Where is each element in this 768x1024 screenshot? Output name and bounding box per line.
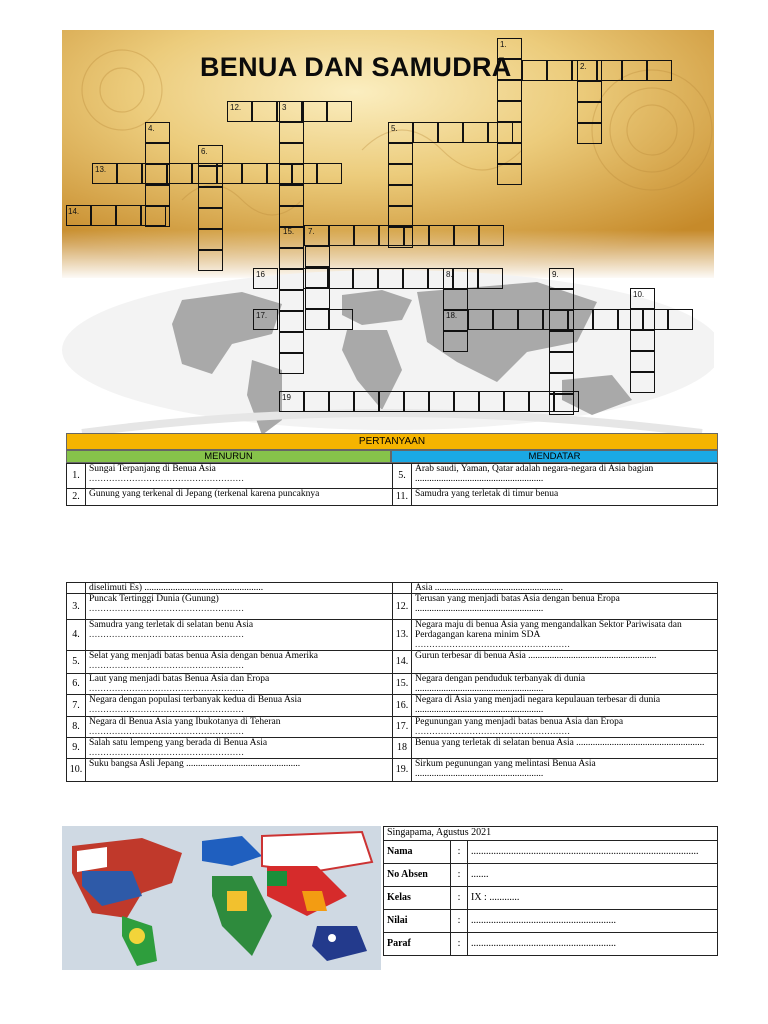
crossword-cell[interactable] [497, 101, 522, 122]
crossword-cell[interactable] [549, 289, 574, 310]
crossword-cell[interactable] [488, 122, 513, 143]
menurun-number: 4. [67, 620, 86, 651]
menurun-question: Negara di Benua Asia yang Ibukotanya di Teheran ...................................................... [86, 717, 393, 738]
crossword-cell[interactable] [630, 330, 655, 351]
crossword-cell[interactable] [279, 311, 304, 332]
clue-number: 10. [633, 290, 645, 299]
clue-number: 19 [282, 393, 291, 402]
menurun-number: 8. [67, 717, 86, 738]
table-row [67, 583, 718, 594]
crossword-cell[interactable] [497, 143, 522, 164]
mendatar-number: 16. [393, 695, 412, 717]
mendatar-question: Terusan yang menjadi batas Asia dengan benua Eropa ...................................................... [412, 594, 718, 620]
field-value[interactable]: IX : ............ [468, 887, 718, 910]
table-row [67, 651, 718, 674]
clue-number: 8. [446, 270, 453, 279]
crossword-cell[interactable] [388, 143, 413, 164]
crossword-cell[interactable] [549, 331, 574, 352]
crossword-cell[interactable] [568, 309, 593, 330]
clue-number: 14. [68, 207, 80, 216]
mendatar-question: Sirkum pegunungan yang melintasi Benua Asia ...................................................... [412, 759, 718, 782]
crossword-cell[interactable] [141, 205, 166, 226]
mendatar-question: Negara di Asia yang menjadi negara kepulauan terbesar di dunia ...................................................... [412, 695, 718, 717]
menurun-question: Sungai Terpanjang di Benua Asia ...................................................... [86, 464, 393, 489]
field-label: No Absen [384, 864, 451, 887]
table-row [67, 464, 718, 489]
menurun-number: 5. [67, 651, 86, 674]
table-row [67, 674, 718, 695]
mendatar-question: Pegunungan yang menjadi batas benua Asia dan Eropa ...................................................... [412, 717, 718, 738]
crossword-cell[interactable] [618, 309, 643, 330]
crossword-cell[interactable] [353, 268, 378, 289]
mendatar-question: Negara dengan penduduk terbanyak di dunia ...................................................... [412, 674, 718, 695]
crossword-cell[interactable] [388, 164, 413, 185]
mendatar-number: 11. [393, 489, 412, 506]
crossword-cell[interactable] [329, 225, 354, 246]
crossword-cell[interactable] [354, 225, 379, 246]
crossword-cell[interactable] [117, 163, 142, 184]
clue-number: 13. [95, 165, 107, 174]
crossword-cell[interactable] [529, 391, 554, 412]
crossword-cell[interactable] [577, 81, 602, 102]
table-row [67, 594, 718, 620]
crossword-cell[interactable] [468, 309, 493, 330]
menurun-question: diselimuti Es) .................................................. [86, 583, 393, 594]
crossword-cell[interactable] [478, 268, 503, 289]
crossword-cell[interactable] [198, 250, 223, 271]
menurun-question: Negara dengan populasi terbanyak kedua di Benua Asia ...................................................... [86, 695, 393, 717]
crossword-cell[interactable] [577, 123, 602, 144]
mendatar-question: Benua yang terletak di selatan benua Asia ...................................................... [412, 738, 718, 759]
crossword-cell[interactable] [198, 187, 223, 208]
crossword-cell[interactable] [413, 122, 438, 143]
field-value[interactable]: .......................................................... [468, 933, 718, 956]
menurun-header: MENURUN [66, 450, 391, 463]
clue-number: 3 [282, 103, 287, 112]
table-row [67, 489, 718, 506]
crossword-cell[interactable] [429, 391, 454, 412]
mendatar-number: 15. [393, 674, 412, 695]
crossword-cell[interactable] [167, 163, 192, 184]
crossword-cell[interactable] [192, 163, 217, 184]
crossword-cell[interactable] [429, 225, 454, 246]
crossword-cell[interactable] [454, 225, 479, 246]
place-date: Singapama, Agustus 2021 [384, 827, 718, 841]
table-row [67, 620, 718, 651]
field-value[interactable]: ........................................................................................... [468, 841, 718, 864]
crossword-cell[interactable] [518, 309, 543, 330]
crossword-cell[interactable] [630, 372, 655, 393]
menurun-number: 3. [67, 594, 86, 620]
crossword-cell[interactable] [279, 353, 304, 374]
menurun-question: Suku bangsa Asli Jepang ................................................ [86, 759, 393, 782]
mendatar-number: 14. [393, 651, 412, 674]
crossword-cell[interactable] [577, 102, 602, 123]
menurun-number: 7. [67, 695, 86, 717]
crossword-cell[interactable] [593, 309, 618, 330]
clue-number: 7. [308, 227, 315, 236]
field-separator: : [451, 910, 468, 933]
menurun-question: Salah satu lempeng yang berada di Benua Asia ...................................................... [86, 738, 393, 759]
crossword-cell[interactable] [463, 122, 488, 143]
mendatar-number: 5. [393, 464, 412, 489]
crossword-cell[interactable] [443, 289, 468, 310]
crossword-cell[interactable] [543, 309, 568, 330]
table-row [384, 933, 718, 956]
crossword-cell[interactable] [252, 101, 277, 122]
crossword-cell[interactable] [198, 208, 223, 229]
mendatar-question: Arab saudi, Yaman, Qatar adalah negara-negara di Asia bagian ...................................................... [412, 464, 718, 489]
field-value[interactable]: .......................................................... [468, 910, 718, 933]
crossword-cell[interactable] [279, 143, 304, 164]
table-row [67, 759, 718, 782]
crossword-cell[interactable] [327, 101, 352, 122]
crossword-cell[interactable] [479, 225, 504, 246]
menurun-question: Laut yang menjadi batas Benua Asia dan Eropa ...................................................... [86, 674, 393, 695]
crossword-cell[interactable] [142, 163, 167, 184]
crossword-cell[interactable] [388, 206, 413, 227]
crossword-cell[interactable] [116, 205, 141, 226]
questions-table-bottom [66, 582, 718, 782]
mendatar-question: Gurun terbesar di benua Asia ...................................................... [412, 651, 718, 674]
crossword-cell[interactable] [403, 268, 428, 289]
crossword-cell[interactable] [317, 163, 342, 184]
crossword-cell[interactable] [630, 351, 655, 372]
field-label: Nama [384, 841, 451, 864]
table-row [67, 717, 718, 738]
mendatar-number: 12. [393, 594, 412, 620]
clue-number: 5. [391, 124, 398, 133]
crossword-cell[interactable] [267, 163, 292, 184]
menurun-question: Puncak Tertinggi Dunia (Gunung) ...................................................... [86, 594, 393, 620]
clue-number: 4. [148, 124, 155, 133]
table-row [384, 841, 718, 864]
clue-number: 18. [446, 311, 458, 320]
crossword-cell[interactable] [443, 331, 468, 352]
crossword-cell[interactable] [504, 391, 529, 412]
clue-number: 12. [230, 103, 242, 112]
crossword-cell[interactable] [404, 225, 429, 246]
crossword-cell[interactable] [668, 309, 693, 330]
mendatar-number: 17. [393, 717, 412, 738]
crossword-cell[interactable] [303, 268, 328, 289]
crossword-cell[interactable] [279, 290, 304, 311]
crossword-cell[interactable] [145, 143, 170, 164]
crossword-cell[interactable] [279, 269, 304, 290]
field-label: Kelas [384, 887, 451, 910]
crossword-cell[interactable] [329, 391, 354, 412]
crossword-cell[interactable] [279, 248, 304, 269]
page-title: BENUA DAN SAMUDRA [200, 52, 512, 82]
student-info-box [383, 826, 718, 970]
field-separator: : [451, 887, 468, 910]
crossword-cell[interactable] [91, 205, 116, 226]
clue-number: 6. [201, 147, 208, 156]
clue-number: 2. [580, 62, 587, 71]
mendatar-number: 18 [393, 738, 412, 759]
questions-table-top [66, 463, 718, 506]
field-separator: : [451, 841, 468, 864]
field-separator: : [451, 933, 468, 956]
table-row [384, 864, 718, 887]
crossword-cell[interactable] [292, 163, 317, 184]
crossword-cell[interactable] [454, 391, 479, 412]
questions-header: PERTANYAAN [66, 433, 718, 450]
crossword-cell[interactable] [493, 309, 518, 330]
crossword-cell[interactable] [554, 391, 579, 412]
crossword-cell[interactable] [378, 268, 403, 289]
clue-number: 15. [283, 227, 295, 236]
mendatar-number: 13. [393, 620, 412, 651]
mendatar-number: 19. [393, 759, 412, 782]
crossword-cell[interactable] [438, 122, 463, 143]
flag-world-map [62, 826, 381, 970]
menurun-number: 1. [67, 464, 86, 489]
crossword-cell[interactable] [379, 391, 404, 412]
crossword-cell[interactable] [328, 309, 353, 330]
field-label: Paraf [384, 933, 451, 956]
crossword-cell[interactable] [305, 288, 330, 309]
menurun-number: 2. [67, 489, 86, 506]
crossword-cell[interactable] [497, 80, 522, 101]
menurun-number [67, 583, 86, 594]
crossword-cell[interactable] [279, 206, 304, 227]
crossword-cell[interactable] [643, 309, 668, 330]
table-row [384, 887, 718, 910]
crossword-cell[interactable] [522, 60, 547, 81]
table-row [67, 738, 718, 759]
mendatar-question: Asia ...................................................... [412, 583, 718, 594]
crossword-cell[interactable] [328, 268, 353, 289]
mendatar-header: MENDATAR [391, 450, 718, 463]
crossword-cell[interactable] [479, 391, 504, 412]
crossword-cell[interactable] [622, 60, 647, 81]
mendatar-question: Samudra yang terletak di timur benua [412, 489, 718, 506]
crossword-panel [62, 30, 714, 433]
clue-number: 9. [552, 270, 559, 279]
menurun-number: 10. [67, 759, 86, 782]
crossword-cell[interactable] [242, 163, 267, 184]
crossword-cell[interactable] [305, 309, 330, 330]
crossword-cell[interactable] [305, 246, 330, 267]
crossword-cell[interactable] [217, 163, 242, 184]
menurun-number: 9. [67, 738, 86, 759]
field-value[interactable]: ....... [468, 864, 718, 887]
table-row [384, 910, 718, 933]
crossword-cell[interactable] [497, 164, 522, 185]
mendatar-number [393, 583, 412, 594]
crossword-cell[interactable] [302, 101, 327, 122]
crossword-cell[interactable] [198, 229, 223, 250]
crossword-cell[interactable] [388, 185, 413, 206]
clue-number: 17. [256, 311, 268, 320]
menurun-number: 6. [67, 674, 86, 695]
field-separator: : [451, 864, 468, 887]
table-row [384, 827, 718, 841]
mendatar-question: Negara maju di benua Asia yang mengandalkan Sektor Pariwisata dan Perdagangan karena minim SDA ...................................................... [412, 620, 718, 651]
clue-number: 1. [500, 40, 507, 49]
menurun-question: Gunung yang terkenal di Jepang (terkenal karena puncaknya [86, 489, 393, 506]
crossword-cell[interactable] [279, 185, 304, 206]
field-label: Nilai [384, 910, 451, 933]
crossword-cell[interactable] [354, 391, 379, 412]
menurun-question: Samudra yang terletak di selatan benu Asia ...................................................... [86, 620, 393, 651]
crossword-cell[interactable] [379, 225, 404, 246]
clue-number: 16 [256, 270, 265, 279]
crossword-cell[interactable] [647, 60, 672, 81]
menurun-question: Selat yang menjadi batas benua Asia dengan benua Amerika ...................................................... [86, 651, 393, 674]
crossword-cell[interactable] [549, 352, 574, 373]
crossword-cell[interactable] [304, 391, 329, 412]
crossword-cell[interactable] [145, 185, 170, 206]
crossword-cell[interactable] [279, 332, 304, 353]
crossword-cell[interactable] [547, 60, 572, 81]
crossword-cell[interactable] [404, 391, 429, 412]
table-row [67, 695, 718, 717]
crossword-cell[interactable] [279, 122, 304, 143]
